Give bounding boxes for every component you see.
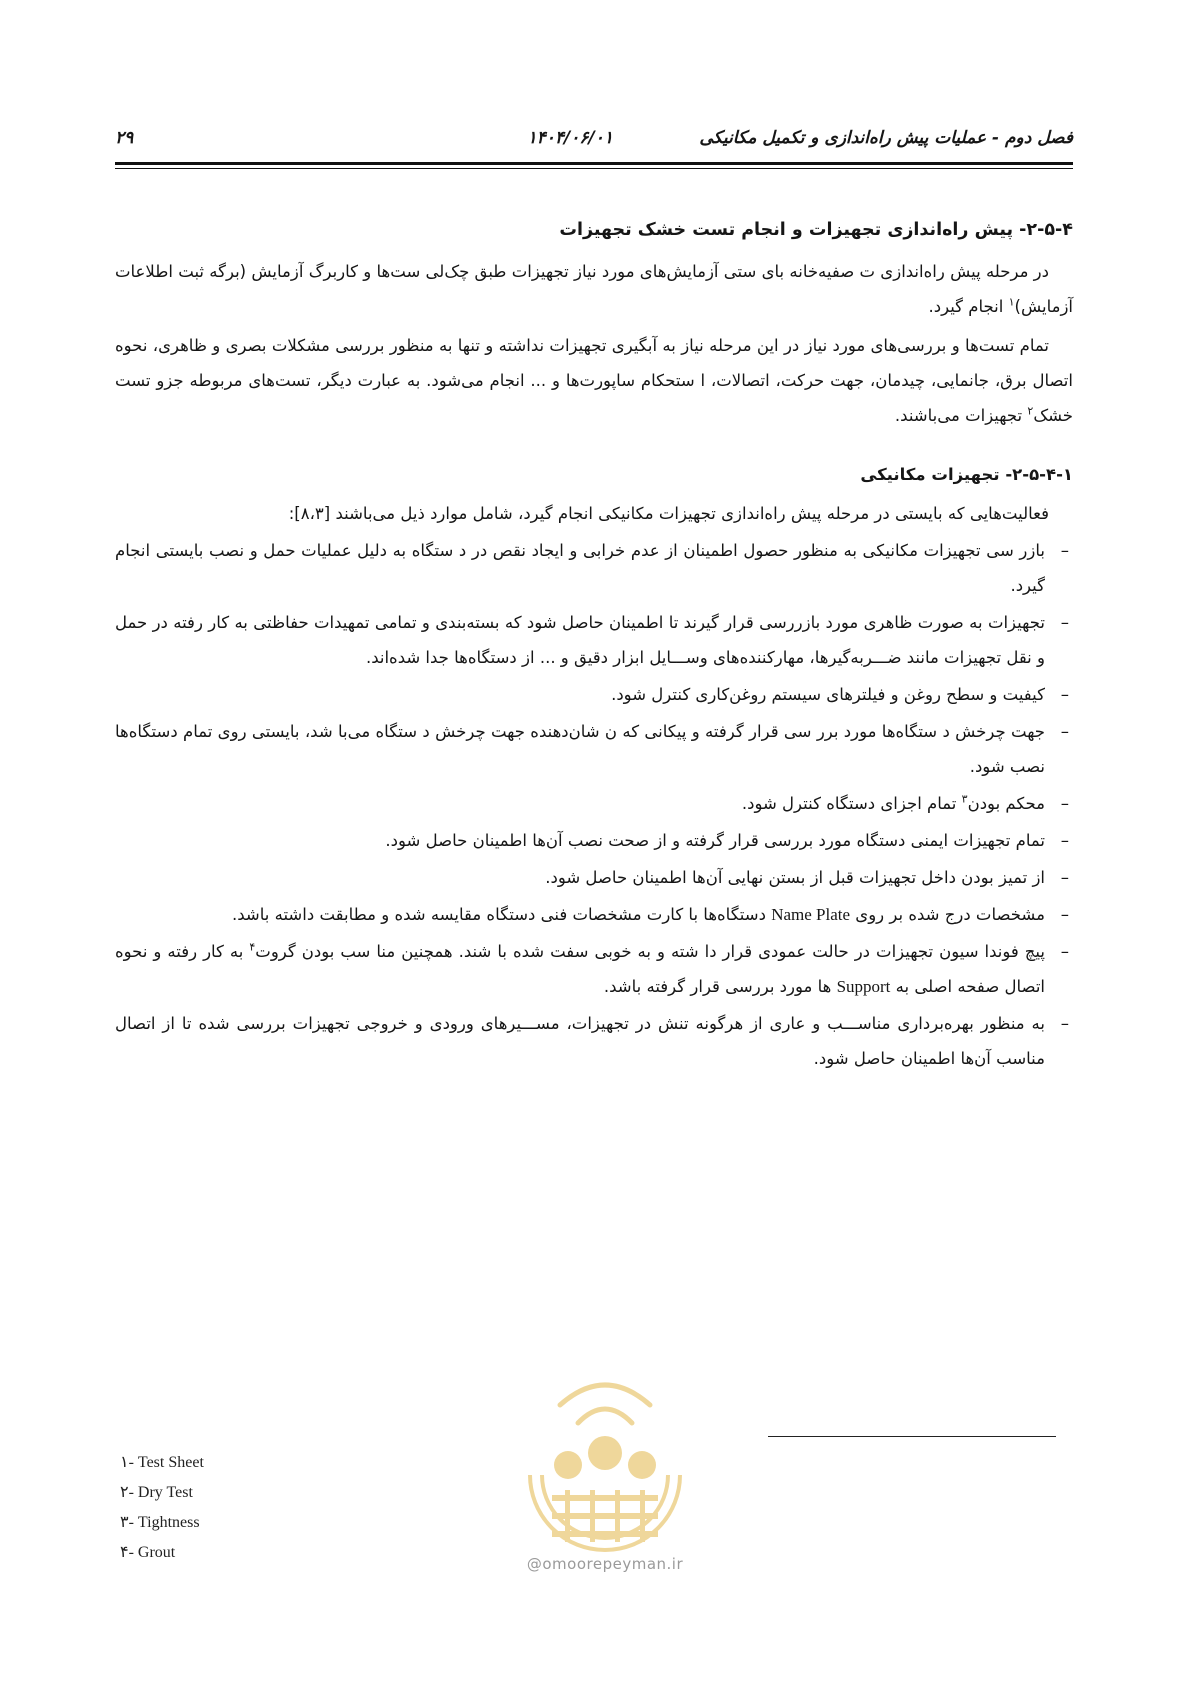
footnote-1: ۱- Test Sheet: [120, 1454, 204, 1471]
list-item: – تمام تجهیزات ایمنی دستگاه مورد بررسی قرار گرفته و از صحت نصب آن‌ها اطمینان حاصل شود.: [115, 823, 1073, 858]
header-date: ۱۴۰۴/۰۶/۰۱: [527, 128, 613, 148]
list-item: – به منظور بهره‌برداری مناســـب و عاری از هرگونه تنش در تجهیزات، مســـیرهای ورودی و خروجی تجهیزات بررسی شده تا از اتصال مناسب آن‌ها اطمینان حاصل شود.: [115, 1006, 1073, 1076]
footnote-ref-3: ۳: [961, 792, 968, 806]
dash-bullet: –: [1060, 831, 1069, 850]
section-paragraph-2: تمام تست‌ها و بررسی‌های مورد نیاز در این مرحله نیاز به آبگیری تجهیزات نداشته و تنها به منظور بررسی مشکلات بصری و ظاهری، نحوه اتصال برق، جانمایی، چیدمان، جهت حرکت، اتصالات، ا ستحکام ساپورت‌ها و ... انجام می‌شود. به عبارت دیگر، تست‌های مربوطه جزو تست خشک$^۲$ تجهیزات می‌باشند.: [115, 336, 1073, 425]
latin-term: Support: [836, 977, 891, 996]
list-item: – جهت چرخش د ستگاه‌ها مورد برر سی قرار گرفته و پیکانی که ن شان‌دهنده جهت چرخش د ستگاه می‌با شد، بایستی روی تمام دستگاه‌ها نصب شود.: [115, 714, 1073, 784]
dash-bullet: –: [1060, 722, 1069, 741]
dash-bullet: –: [1060, 685, 1069, 704]
activities-list: [115, 533, 1073, 1076]
subsection-heading: ۲-۵-۴-۱- تجهیزات مکانیکی: [860, 465, 1073, 484]
dash-bullet: –: [1060, 613, 1069, 632]
list-item: – از تمیز بودن داخل تجهیزات قبل از بستن نهایی آن‌ها اطمینان حاصل شود.: [115, 860, 1073, 895]
header-rule-thick: [115, 162, 1073, 165]
main-content: [115, 213, 1073, 1078]
footnote-3: ۳- Tightness: [120, 1514, 200, 1531]
footnotes: [120, 1448, 204, 1568]
list-item: – محکم بودن$^۳$ تمام اجزای دستگاه کنترل شود.: [115, 786, 1073, 821]
latin-term: Name Plate: [771, 905, 851, 924]
list-item: – کیفیت و سطح روغن و فیلترهای سیستم روغن‌کاری کنترل شود.: [115, 677, 1073, 712]
dash-bullet: –: [1060, 794, 1069, 813]
dash-bullet: –: [1060, 868, 1069, 887]
page-header: [115, 128, 1073, 160]
list-item: – تجهیزات به صورت ظاهری مورد بازررسی قرار گیرند تا اطمینان حاصل شود که بسته‌بندی و تمامی تمهیدات حفاظتی به کار رفته در حمل و نقل تجهیزات مانند ضـــربه‌گیرها، مهارکننده‌های وســـایل ابزار دقیق و ... از دستگاه‌ها جدا شده‌اند.: [115, 605, 1073, 675]
footnote-4: ۴- Grout: [120, 1544, 176, 1561]
header-rule-thin: [115, 168, 1073, 169]
subsection-intro: فعالیت‌هایی که بایستی در مرحله پیش راه‌اندازی تجهیزات مکانیکی انجام گیرد، شامل موارد ذیل می‌باشند [۸،۳]:: [288, 504, 1049, 523]
chapter-title: فصل دوم - عملیات پیش راه‌اندازی و تکمیل مکانیکی: [699, 128, 1073, 148]
footnote-rule: [768, 1436, 1056, 1437]
dash-bullet: –: [1060, 905, 1069, 924]
section-heading: ۲-۵-۴- پیش راه‌اندازی تجهیزات و انجام تست خشک تجهیزات: [559, 220, 1073, 240]
dash-bullet: –: [1060, 942, 1069, 961]
footnote-ref-4: ۴: [249, 940, 256, 954]
footnote-ref-1: ۱: [1008, 295, 1015, 309]
dash-bullet: –: [1060, 541, 1069, 560]
section-paragraph-1: در مرحله پیش راه‌اندازی ت صفیه‌خانه بای ستی آزمایش‌های مورد نیاز تجهیزات طبق چک‌لی ست‌ها و کاربرگ آزمایش (برگه ثبت اطلاعات آزمایش)$^۱$ انجام گیرد.: [115, 262, 1073, 316]
list-item: – بازر سی تجهیزات مکانیکی به منظور حصول اطمینان از عدم خرابی و ایجاد نقص در د ستگاه به دلیل عملیات حمل و نصب بایستی انجام گیرد.: [115, 533, 1073, 603]
footnote-2: ۲- Dry Test: [120, 1484, 193, 1501]
list-item: – پیچ فوندا سیون تجهیزات در حالت عمودی قرار دا شته و به خوبی سفت شده با شند. همچنین منا سب بودن گروت$^۴$ به کار رفته و نحوه اتصال صفحه اصلی به Support ها مورد بررسی قرار گرفته باشد.: [115, 934, 1073, 1004]
watermark-text: @omoorepeyman.ir: [526, 1555, 684, 1573]
footnote-ref-2: ۲: [1027, 404, 1034, 418]
dash-bullet: –: [1060, 1014, 1069, 1033]
list-item: – مشخصات درج شده بر روی Name Plate دستگاه‌ها با کارت مشخصات فنی دستگاه مقایسه شده و مطابقت داشته باشد.: [115, 897, 1073, 932]
watermark-logo-icon: [490, 1345, 720, 1575]
page-number: ۲۹: [115, 128, 134, 148]
